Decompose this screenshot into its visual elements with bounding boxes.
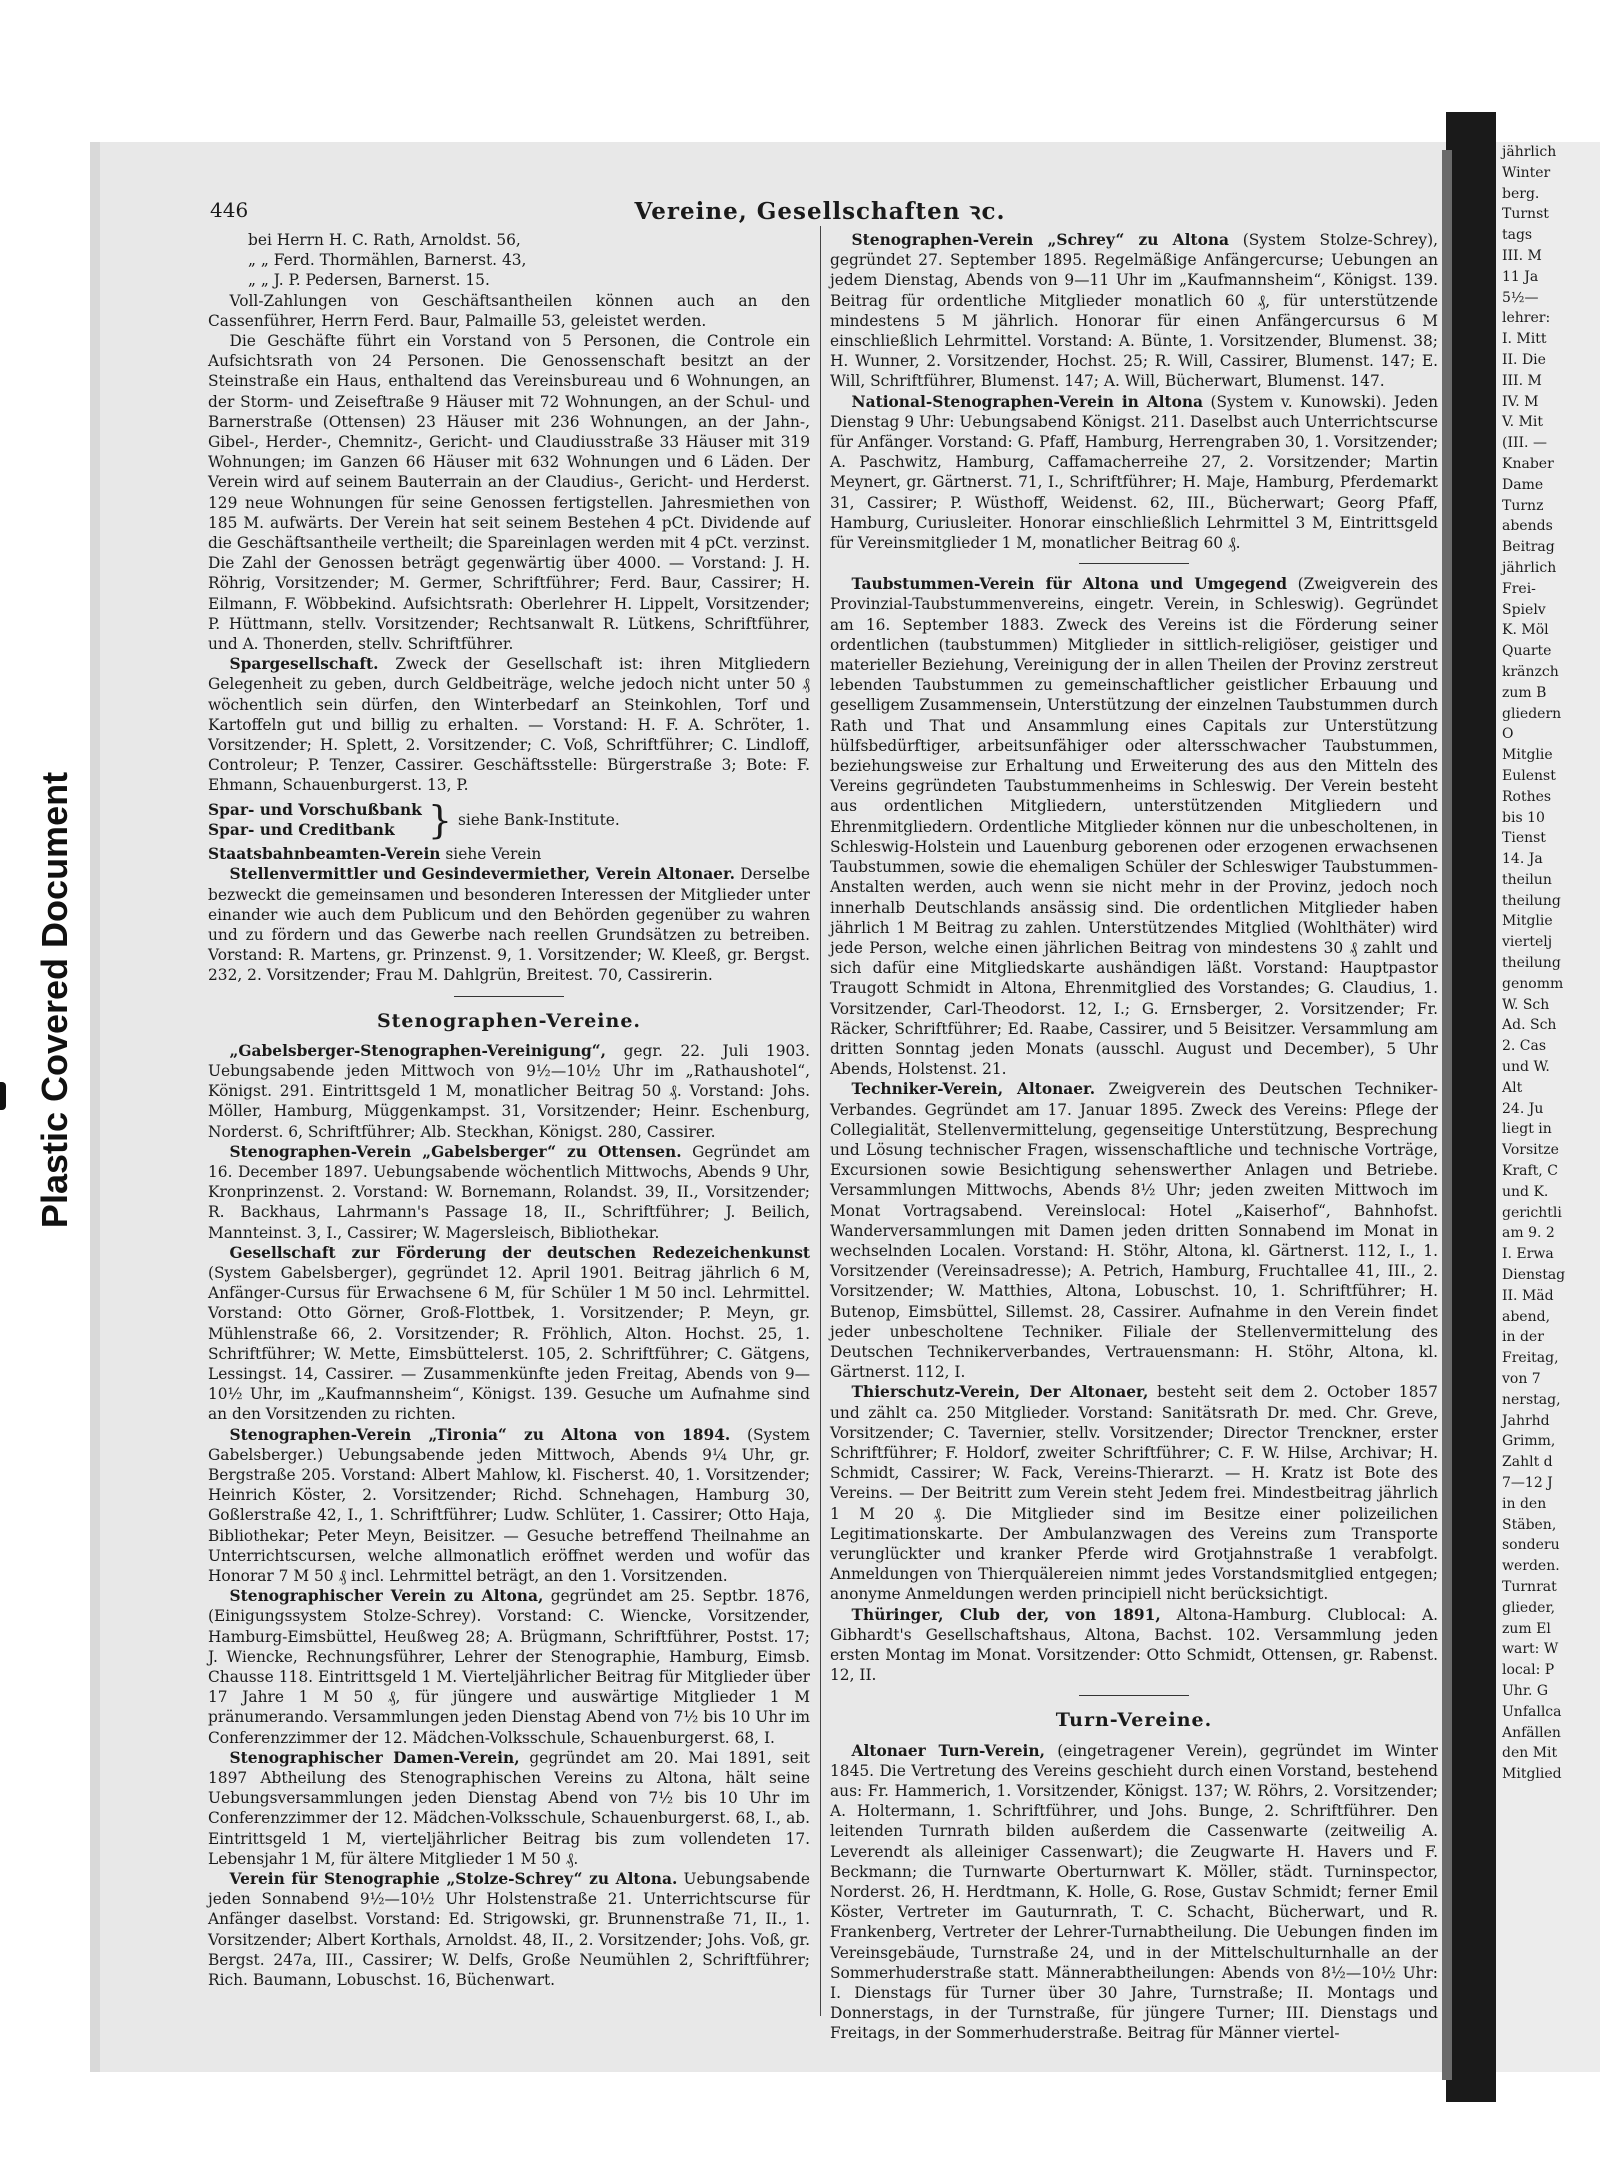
next-page-line: I. Mitt (1502, 331, 1547, 348)
next-page-line: 24. Ju (1502, 1100, 1544, 1117)
national-entry (830, 392, 1438, 554)
bank-name: Spar- und Vorschußbank (208, 800, 422, 819)
next-page-line: Mitglie (1502, 913, 1553, 930)
next-page-line: theilun (1502, 871, 1552, 888)
next-page-line: tags (1502, 227, 1533, 244)
next-page-line: local: P (1502, 1662, 1555, 1679)
next-page-line: I. Erwa (1502, 1246, 1554, 1263)
spargesellschaft-entry (208, 654, 810, 795)
entry-title: Stenographen-Verein „Tironia“ zu Altona von 1894. (229, 1425, 731, 1444)
next-page-line: Mitglie (1502, 747, 1553, 764)
next-page-line: lehrer: (1502, 310, 1551, 327)
entry-body: besteht seit dem 2. October 1857 und zählt ca. 250 Mitglieder. Vorstand: Sanitätsrath Dr. med. Chr. Greve, Vorsitzender; C. Tavernier, stellv. Vorsitzender; Director Trenckner, erster Schriftführer; F. Holdorf, zweiter Schriftführer; C. F. W. Hilse, Archivar; H. Schmidt, Cassirer; W. Fack, Vereins-Thierarzt. — H. Kratz ist Bote des Vereins. — Der Beitritt zum Verein steht Jedem frei. Mindestbeitrag jährlich 1 M 20 ₰. Die Mitglieder sind im Besitze einer polizeilichen Legitimationskarte. Der Ambulanzwagen des Vereins zum Transporte verunglückter und kranker Pferde wird Grotjahnstraße 1 verabfolgt. Anmeldungen von Thierquälereien nimmt jedes Vorstandsmitglied entgegen; anonyme Anmeldungen werden principiell nicht berücksichtigt. (830, 1383, 1438, 1604)
next-page-line: Frei- (1502, 580, 1536, 597)
ottensen-entry (208, 1142, 810, 1243)
next-page-line: werden. (1502, 1558, 1560, 1575)
next-page-line: 11 Ja (1502, 268, 1539, 285)
next-page-line: theilung (1502, 892, 1561, 909)
brace-symbol: } (427, 797, 452, 842)
page-number: 446 (210, 198, 249, 222)
next-page-line: sonderu (1502, 1537, 1560, 1554)
next-page-line: Vorsitze (1502, 1142, 1559, 1159)
next-page-line: abend, (1502, 1308, 1551, 1325)
entry-body: Zweck der Gesellschaft ist: ihren Mitgliedern Gelegenheit zu geben, durch Geldbeiträge, welche jedoch nicht unter 50 ₰ wöchentlich sein dürfen, den Winterbedarf an Steinkohlen, Torf und Kartoffeln gut und billig zu erhalten. — Vorstand: H. F. A. Schröter, 1. Vorsitzender; H. Splett, 2. Vorsitzender; C. Voß, Schriftführer; C. Lindloff, Controleur; P. Tenzer, Cassirer. Geschäftsstelle: Bürgerstraße 3; Bote: F. Ehmann, Schauenburgerst. 13, P. (208, 655, 810, 795)
next-page-line: Ad. Sch (1502, 1017, 1557, 1034)
next-page-fragment (1496, 142, 1600, 2072)
next-page-line: K. Möl (1502, 622, 1549, 639)
intro-line: „ „ J. P. Pedersen, Barnerst. 15. (248, 271, 490, 290)
entry-body: (System Gabelsberger.) Uebungsabende jeden Mittwoch, Abends 9¼ Uhr, gr. Bergstraße 205. Vorstand: Albert Mahlow, kl. Fischerst. 40, 1. Vorsitzender; Heinrich Köster, 2. Vorsitzender; Richd. Schnehagen, Hamburg 30, Goßlerstraße 42, I., 1. Schriftführer; Ludw. Schlüter, 1. Cassirer; Otto Haja, Bibliothekar; Peter Meyn, Beisitzer. — Gesuche betreffend Theilnahme an Unterrichtscursen, welche allmonatlich eröffnet werden und wofür das Honorar 7 M 50 ₰ incl. Lehrmittel beträgt, an den 1. Vorsitzenden. (208, 1425, 810, 1585)
book-binding (1446, 112, 1496, 2102)
entry-title: Stenographischer Verein zu Altona, (229, 1587, 544, 1606)
voll-zahlungen: Voll-Zahlungen von Geschäftsantheilen können auch an den Cassenführer, Herrn Ferd. Baur, Palmaille 53, geleistet werden. (208, 291, 810, 330)
next-page-line: Tienst (1502, 830, 1546, 847)
next-page-line: W. Sch (1502, 996, 1550, 1013)
entry-title: Staatsbahnbeamten-Verein (208, 845, 441, 864)
entry-body: gegründet am 25. Septbr. 1876, (Einigungssystem Stolze-Schrey). Vorstand: C. Wiencke, Vorsitzender, Hamburg-Eimsbüttel, Heußweg 28; A. Brügmann, Schriftführer, Postst. 17; J. Wiencke, Rechnungsführer, Lehrer der Stenographie, Hamburg, Eimsb. Chausse 118. Eintrittsgeld 1 M. Vierteljährlicher Beitrag für Mitglieder über 17 Jahre 1 M 50 ₰, für jüngere und auswärtige Mitglieder 1 M pränumerando. Versammlungen jeden Dienstag Abend von 7½ bis 10 Uhr im Conferenzzimmer der 12. Mädchen-Volksschule, Schauenburgerst. 68, I. (208, 1587, 810, 1747)
side-label-text: Plastic Covered Document (34, 771, 75, 1229)
next-page-line: glieder, (1502, 1599, 1556, 1616)
next-page-line: Uhr. G (1502, 1682, 1549, 1699)
entry-title: Altonaer Turn-Verein, (851, 1741, 1045, 1760)
edge-mark (0, 1082, 6, 1110)
next-page-line: gliedern (1502, 705, 1562, 722)
next-page-line: 5½— (1502, 289, 1539, 306)
entry-body: Derselbe bezweckt die gemeinsamen und besonderen Interessen der Mitglieder unter einander wie auch dem Publicum und den Behörden gegenüber zu wahren und zu fördern und das Gewerbe nach reellen Grundsätzen zu betreiben. Vorstand: R. Martens, gr. Prinzenst. 9, 1. Vorsitzender; W. Kleeß, gr. Bergst. 232, 2. Vorsitzender; Frau M. Dahlgrün, Breitest. 70, Cassirerin. (208, 865, 810, 985)
next-page-line: Freitag, (1502, 1350, 1559, 1367)
next-page-line: bis 10 (1502, 809, 1545, 826)
next-page-line: gerichtli (1502, 1204, 1562, 1221)
intro-line: bei Herrn H. C. Rath, Arnoldst. 56, (248, 231, 521, 249)
next-page-line: Kraft, C (1502, 1163, 1558, 1180)
column-divider (820, 226, 821, 2016)
next-page-line: Unfallca (1502, 1703, 1562, 1720)
next-page-line: Jahrhd (1502, 1412, 1550, 1429)
entry-body: gegründet am 20. Mai 1891, seit 1897 Abtheilung des Stenographischen Vereins zu Altona, hält seine Uebungsversammlungen jeden Dienstag Abend von 7½ bis 10 Uhr im Conferenzzimmer der 12. Mädchen-Volksschule, Schauenburgerst. 68, I., ab. Eintrittsgeld 1 M, vierteljährlicher Beitrag bis zum vollendeten 17. Lebensjahr 1 M, für ältere Mitglieder 1 M 50 ₰. (208, 1748, 810, 1868)
next-page-line: 2. Cas (1502, 1038, 1547, 1055)
next-page-line: Turnst (1502, 206, 1549, 223)
entry-title: National-Stenographen-Verein in Altona (851, 392, 1204, 411)
staatsbahn-entry (208, 844, 810, 864)
entry-title: Taubstummen-Verein für Altona und Umgegend (851, 575, 1288, 594)
steno-altona-entry (208, 1586, 810, 1748)
next-page-line: viertelj (1502, 934, 1553, 951)
next-page-line: in den (1502, 1495, 1547, 1512)
page-title: Vereine, Gesellschaften ꝛc. (634, 198, 1006, 225)
next-page-line: III. M (1502, 247, 1542, 264)
next-page-line: 7—12 J (1502, 1475, 1553, 1491)
next-page-line: zum B (1502, 684, 1547, 701)
entry-title: Gesellschaft zur Förderung der deutschen Redezeichenkunst (229, 1243, 810, 1262)
book-binding-shadow (1442, 150, 1452, 2080)
entry-title: Techniker-Verein, Altonaer. (851, 1080, 1096, 1099)
intro-line: „ „ Ferd. Thormählen, Barnerst. 43, (248, 251, 527, 270)
next-page-line: und W. (1502, 1059, 1550, 1076)
next-page-line: (III. — (1502, 435, 1547, 452)
right-column (830, 230, 1438, 2044)
section-rule (454, 996, 564, 997)
schrey-entry (830, 230, 1438, 392)
next-page-line: theilung (1502, 955, 1561, 972)
entry-body: (System Gabelsberger), gegründet 12. April 1901. Beitrag jährlich 6 M, Anfänger-Cursus für Erwachsene 6 M, für Schüler 1 M 50 incl. Lehrmittel. Vorstand: Otto Görner, Groß-Flottbek, 1. Vorsitzender; P. Meyn, gr. Mühlenstraße 66, 2. Vorsitzender; R. Fröhlich, Alton. Hochst. 25, 1. Schriftführer; W. Mette, Eimsbüttelerst. 105, 2. Schriftführer; C. Gätgens, Lessingst. 14, Cassirer. — Zusammenkünfte jeden Freitag, Abends von 9—10½ Uhr, im „Kaufmannsheim“, Königst. 139. Gesuche um Aufnahme sind an den Vorsitzenden zu richten. (208, 1263, 810, 1424)
tierschutz-entry (830, 1382, 1438, 1604)
entry-title: Stenographischer Damen-Verein, (229, 1748, 520, 1767)
side-label (0, 0, 90, 2177)
next-page-line: von 7 (1502, 1371, 1541, 1388)
section-rule (1079, 1695, 1189, 1696)
next-page-line: Quarte (1502, 643, 1552, 660)
next-page-line: nerstag, (1502, 1391, 1561, 1408)
next-page-line: kränzch (1502, 663, 1559, 680)
next-page-line: II. Die (1502, 351, 1546, 368)
bank-reference (208, 797, 810, 842)
next-page-line: Stäben, (1502, 1516, 1557, 1533)
turn-entry (830, 1741, 1438, 2044)
next-page-line: Dienstag (1502, 1267, 1566, 1284)
next-page-line: III. M (1502, 372, 1542, 389)
next-page-line: Winter (1502, 164, 1551, 181)
entry-body: Zweigverein des Deutschen Techniker-Verbandes. Gegründet am 17. Januar 1895. Zweck des Vereins: Pflege der Collegialität, Stellenvermittelung, gegenseitige Unterstützung, Besprechung und Lösung technischer Fragen, wissenschaftliche und technische Vorträge, Excursionen sowie Besichtigung sehenswerther Anlagen und Betriebe. Versammlungen Mittwochs, Abends 8½ Uhr; jeden zweiten Mittwoch im Monat Vortragsabend. Vereinslocal: Hotel „Kaiserhof“, Bahnhofst. Wanderversammlungen mit Damen jeden dritten Sonnabend im Monat in wechselnden Localen. Vorstand: H. Stöhr, Altona, kl. Gärtnerst. 112, I., 1. Vorsitzender (Vereinsadresse); A. Petrich, Hamburg, Fruchtallee 41, III., 2. Vorsitzender; W. Matthies, Altona, Lobuschst. 10, 1. Schriftführer; H. Butenop, Eimsbüttel, Sillemst. 28, Cassirer. Aufnahme in den Verein findet jeder unbescholtene Techniker. Filiale der Stellenvermittelung des Deutschen Technikerverbandes, Vertrauensmann: H. Stöhr, Altona, kl. Gärtnerst. 112, I. (830, 1080, 1438, 1382)
next-page-line: liegt in (1502, 1121, 1552, 1138)
next-page-line: abends (1502, 518, 1553, 535)
next-page-line: Turnz (1502, 497, 1544, 514)
next-page-line: IV. M (1502, 393, 1539, 410)
next-page-line: in der (1502, 1329, 1544, 1346)
next-page-line: Mitglied (1502, 1766, 1562, 1783)
next-page-line: V. Mit (1502, 414, 1544, 431)
section-rule (1079, 563, 1189, 564)
next-page-line: zum El (1502, 1620, 1551, 1637)
entry-body: (Zweigverein des Provinzial-Taubstummenvereins, eingetr. Verein, in Schleswig). Gegründet am 16. September 1883. Zweck des Vereins ist die Förderung seiner ordentlichen (taubstummen) Mitglieder in sittlich-religiöser, geistiger und materieller Beziehung, Vereinigung der in allen Theilen der Provinz zerstreut lebenden Taubstummen zu gemeinschaftlicher geistlicher Erbauung und geselligem Zusammensein, Unterstützung der einzelnen Taubstummen durch Rath und That und Ansammlung eines Capitals zur Unterstützung hülfsbedürftiger, arbeitsunfähiger oder altersschwacher Taubstummen, beziehungsweise zur Erhaltung und Erweiterung des aus den Mitteln des Vereins gegründeten Taubstummenheims in Schleswig. Der Verein besteht aus ordentlichen Mitgliedern, unterstützenden Mitgliedern und Ehrenmitgliedern. Ordentliche Mitglieder können nur die unbescholtenen, in Schleswig-Holstein und Lauenburg geborenen oder erzogenen erwachsenen Taubstummen, sowie die ehemaligen Schüler der Schleswiger Taubstummen-Anstalten werden, auch wenn sie nicht mehr in der Provinz, jedoch noch innerhalb Deutschlands ansässig sind. Die ordentlichen Mitglieder haben jährlich 1 M Beitrag zu zahlen. Unterstützendes Mitglied (Wohlthäter) wird jede Person, welche einen jährlichen Beitrag von mindestens 30 ₰ zahlt und sich dafür eine Mitgliedskarte aushändigen läßt. Vorstand: Hauptpastor Traugott Schmidt in Altona, Ehrenmitglied des Vorstandes; G. Claudius, 1. Vorsitzender, Carl-Theodorst. 12, I.; G. Ernsberger, 2. Vorsitzender; Fr. Räcker, Schriftführer; Ed. Raabe, Cassirer, und 5 Beisitzer. Versammlung am dritten Sonntag jeden Monats (ausschl. August und December), 5 Uhr Abends, Holstenst. 21. (830, 575, 1438, 1079)
next-page-line: jährlich (1502, 144, 1557, 160)
next-page-line: Grimm, (1502, 1433, 1556, 1450)
next-page-line: Zahlt d (1502, 1454, 1553, 1471)
entry-body: siehe Verein (445, 845, 542, 864)
bank-name: Spar- und Creditbank (208, 820, 395, 839)
next-page-line: Eulenst (1502, 767, 1556, 784)
entry-body: Gegründet am 16. December 1897. Uebungsabende wöchentlich Mittwochs, Abends 9 Uhr, Kronprinzenst. 2. Vorstand: W. Bornemann, Rolandst. 39, II., Vorsitzender; R. Backhaus, Lahrmann's Passage 18, II., Schriftführer; J. Beilich, Mannteinst. 3, I., Cassirer; W. Magersleisch, Bibliothekar. (208, 1142, 810, 1242)
next-page-line: jährlich (1502, 559, 1557, 576)
entry-title: Stellenvermittler und Gesindevermiether, Verein Altonaer. (229, 865, 736, 884)
next-page-line: Knaber (1502, 455, 1554, 472)
thueringer-entry (830, 1605, 1438, 1686)
entry-title: Stenographen-Verein „Schrey“ zu Altona (851, 231, 1229, 249)
taubstummen-entry (830, 574, 1438, 1079)
next-page-line: den Mit (1502, 1745, 1558, 1762)
redezeichen-entry (208, 1243, 810, 1425)
next-page-line: am 9. 2 (1502, 1225, 1555, 1242)
next-page-line: O (1502, 726, 1514, 743)
next-page-line: Anfällen (1502, 1724, 1561, 1741)
geschaefte-paragraph: Die Geschäfte führt ein Vorstand von 5 Personen, die Controle ein Aufsichtsrath von 24 Personen. Die Genossenschaft besitzt an der Steinstraße ein Haus, enthaltend das Vereinsbureau und 6 Wohnungen, an der Storm- und Zeiseftraße 9 Häuser mit 72 Wohnungen, an der Schul- und Barnerstraße (Ottensen) 23 Häuser mit 236 Wohnungen, an der Jahn-, Gibel-, Herder-, Chemnitz-, Gericht- und Claudiusstraße 33 Häuser mit 319 Wohnungen; im Ganzen 66 Häuser mit 632 Wohnungen und 6 Läden. Der Verein wird auf seinem Bauterrain an der Claudius-, Gericht- und Herderst. 129 neue Wohnungen für seine Genossen fertigstellen. Jahresmiethen von 185 M. aufwärts. Der Verein hat seit seinem Bestehen 4 pCt. Dividende auf die Geschäftsantheile vertheilt; die Spareinlagen werden mit 4 pCt. verzinst. Die Zahl der Genossen beträgt gegenwärtig über 4000. — Vorstand: J. H. Röhrig, Vorsitzender; M. Germer, Schriftführer; Ferd. Baur, Cassirer; H. Eilmann, F. Wöbbekind. Aufsichtsrath: Oberlehrer H. Lippelt, Vorsitzender; P. Hüttmann, stellv. Vorsitzender; Rechtsanwalt R. Lütkens, Schriftführer, und A. Thonerden, stellv. Schriftführer. (208, 332, 810, 654)
entry-body: (System v. Kunowski). Jeden Dienstag 9 Uhr: Uebungsabend Königst. 211. Daselbst auch Unterrichtscurse für Anfänger. Vorstand: G. Pfaff, Hamburg, Herrengraben 30, 1. Vorsitzender; A. Paschwitz, Hamburg, Caffamacherreihe 27, 2. Vorsitzender; Martin Meynert, gr. Gärtnerst. 71, I., Schriftführer; H. Maje, Hamburg, Pferdemarkt 31, Cassirer; P. Wüsthoff, Weidenst. 62, III., Bücherwart; Georg Pfaff, Hamburg, Curiusleiter. Honorar einschließlich Lehrmittel 3 M, Eintrittsgeld für Vereinsmitglieder 1 M, monatlicher Beitrag 60 ₰. (830, 392, 1438, 553)
section-heading-stenographen: Stenographen-Vereine. (376, 1009, 642, 1032)
next-page-line: Dame (1502, 476, 1544, 493)
entry-title: Stenographen-Verein „Gabelsberger“ zu Ottensen. (229, 1142, 682, 1161)
gabelsberger-entry (208, 1041, 810, 1142)
next-page-line: Alt (1502, 1079, 1523, 1096)
page-header (200, 194, 1440, 228)
entry-title: Thüringer, Club der, von 1891, (851, 1605, 1161, 1624)
damen-entry (208, 1748, 810, 1869)
tironia-entry (208, 1425, 810, 1587)
next-page-line: genomm (1502, 975, 1564, 992)
next-page-line: wart: W (1502, 1641, 1559, 1658)
techniker-entry (830, 1079, 1438, 1382)
bank-ref: siehe Bank-Institute. (458, 810, 620, 829)
next-page-line: und K. (1502, 1183, 1549, 1200)
entry-body: (eingetragener Verein), gegründet im Winter 1845. Die Vertretung des Vereins geschieht durch einen Vorstand, bestehend aus: Fr. Hammerich, 1. Vorsitzender, Königst. 137; W. Röhrs, 2. Vorsitzender; A. Holtermann, 1. Schriftführer, und Johs. Bunge, 2. Schriftführer. Den leitenden Turnrath bilden außerdem die Cassenwarte (zeitweilig A. Leverendt als alleiniger Cassenwart); die Zeugwarte H. Havers und F. Beckmann; die Turnwarte Oberturnwart K. Möller, städt. Turninspector, Norderst. 26, H. Herdtmann, K. Holle, G. Rose, Gustav Schmidt; ferner Emil Köster, Vertreter im Gauturnrath, T. C. Schacht, Bücherwart, und R. Frankenberg, Vertreter der Lehrer-Turnabtheilung. Die Uebungen finden im Vereinsgebäude, Turnstraße 24, und in der Mittelschulturnhalle an der Sommerhuderstraße statt. Männerabtheilungen: Abends von 8½—10½ Uhr: I. Dienstags für Turner über 30 Jahre, Turnstraße; II. Montags und Donnerstags, in der Turnstraße, für jüngere Turner; III. Dienstags und Freitags, in der Sommerhuderstraße. Beitrag für Männer viertel- (830, 1741, 1438, 2043)
entry-title: Verein für Stenographie „Stolze-Schrey“ zu Altona. (229, 1870, 678, 1889)
entry-body: (System Stolze-Schrey), gegründet 27. September 1895. Regelmäßige Anfängercurse; Uebungen an jedem Dienstag, Abends von 9—11 Uhr im „Kaufmannsheim“, Königst. 139. Beitrag für ordentliche Mitglieder monatlich 60 ₰, für unterstützende mindestens 5 M jährlich. Honorar für einen Anfängercursus 6 M einschließlich Lehrmittel. Vorstand: A. Bünte, 1. Vorsitzender, Blumenst. 38; H. Wunner, 2. Vorsitzender, Hochst. 25; R. Will, Cassirer, Blumenst. 147; E. Will, Schriftführer, Blumenst. 147; A. Will, Bücherwart, Blumenst. 147. (830, 231, 1438, 391)
entry-body: gegr. 22. Juli 1903. Uebungsabende jeden Mittwoch von 9½—10½ Uhr im „Rathaushotel“, Königst. 291. Eintrittsgeld 1 M, monatlicher Beitrag 50 ₰. Vorstand: Johs. Möller, Hamburg, Müggenkampst. 31, Vorsitzender; Heinr. Eschenburg, Norderst. 6, Schriftführer; Alb. Steckhan, Königst. 280, Cassirer. (208, 1041, 810, 1141)
next-page-line: Turnrat (1502, 1578, 1557, 1595)
next-page-line: Rothes (1502, 788, 1552, 805)
entry-title: „Gabelsberger-Stenographen-Vereinigung“, (229, 1041, 607, 1060)
entry-body: Uebungsabende jeden Sonnabend 9½—10½ Uhr Holstenstraße 21. Unterrichtscurse für Anfänger daselbst. Vorstand: Ed. Strigowski, gr. Brunnenstraße 71, II., 1. Vorsitzender; Albert Korthals, Arnoldst. 48, II., 2. Vorsitzender; Johs. Voß, gr. Bergst. 247a, III., Cassirer; W. Delfs, Große Neumühlen 2, Schriftführer; Rich. Baumann, Lobuschst. 16, Büchenwart. (208, 1870, 810, 1990)
next-page-line: II. Mäd (1502, 1287, 1554, 1304)
section-heading-turn: Turn-Vereine. (1055, 1709, 1213, 1732)
next-page-line: 14. Ja (1502, 851, 1543, 868)
next-page-line: Beitrag (1502, 539, 1555, 556)
left-column (208, 230, 810, 1990)
entry-body: Altona-Hamburg. Clublocal: A. Gibhardt's Gesellschaftshaus, Altona, Bachst. 102. Versammlung jeden ersten Montag im Monat. Vorsitzender: Otto Schmidt, Ottensen, gr. Rabenst. 12, II. (830, 1605, 1438, 1685)
entry-title: Spargesellschaft. (229, 655, 379, 674)
stellenvermittler-entry (208, 864, 810, 985)
next-page-line: Spielv (1502, 601, 1546, 618)
top-margin (0, 112, 1600, 120)
stolze-entry (208, 1869, 810, 1990)
entry-title: Thierschutz-Verein, Der Altonaer, (851, 1383, 1149, 1402)
next-page-line: berg. (1502, 185, 1540, 202)
